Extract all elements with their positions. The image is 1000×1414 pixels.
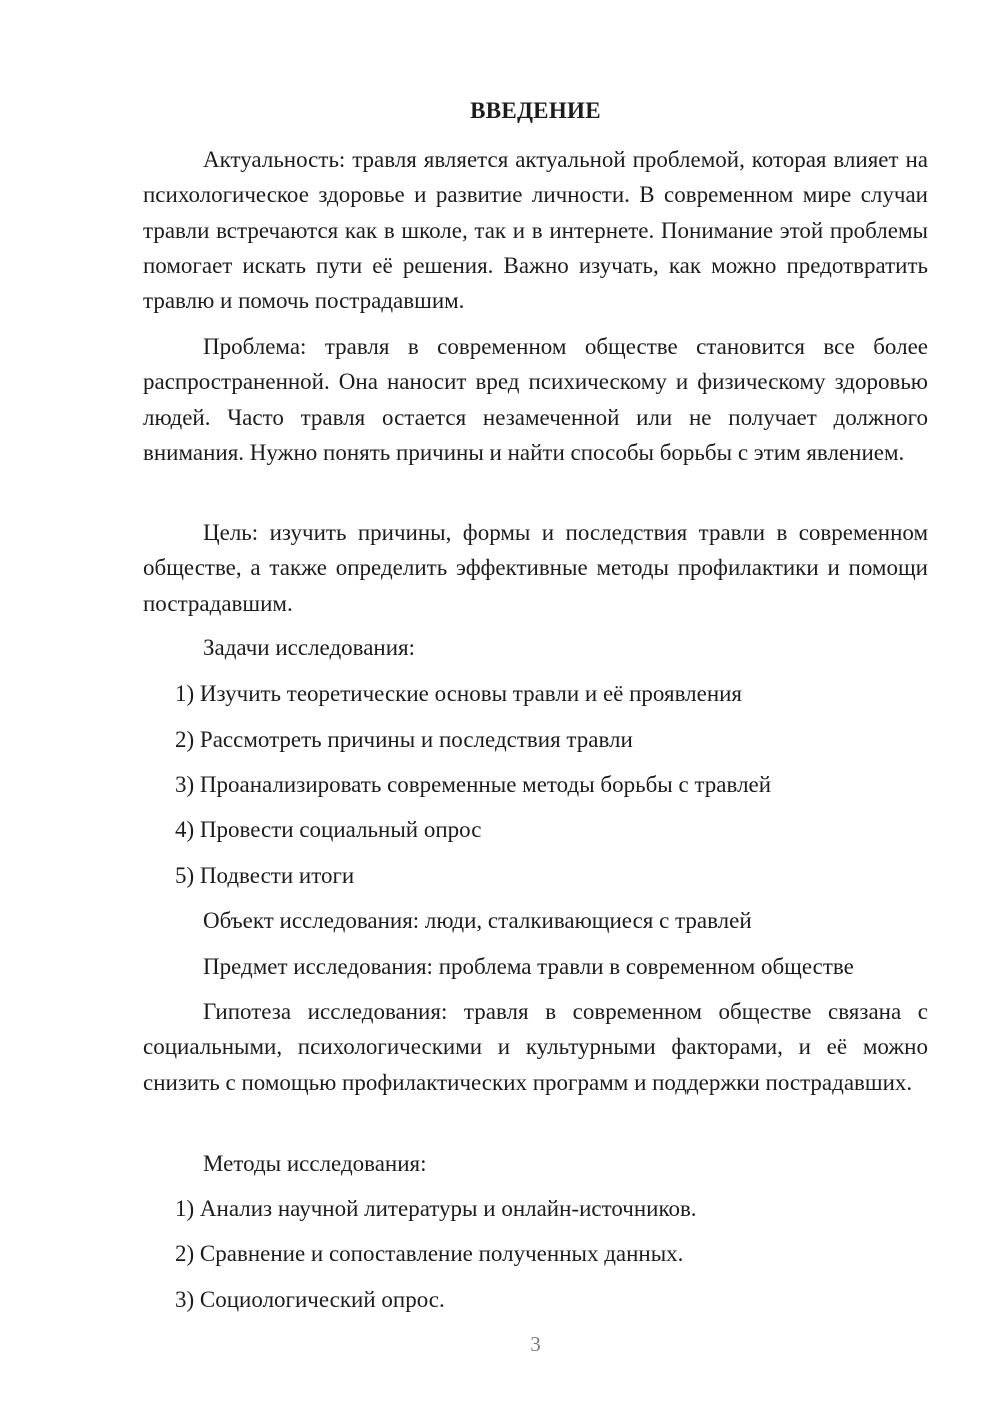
research-object: Объект исследования: люди, сталкивающиеся с травлей	[203, 908, 752, 933]
method-item-1: 1) Анализ научной литературы и онлайн-источников.	[175, 1196, 697, 1221]
method-item-3: 3) Социологический опрос.	[175, 1287, 445, 1312]
methods-heading: Методы исследования:	[203, 1151, 427, 1176]
goal-paragraph: Цель: изучить причины, формы и последствия травли в современном обществе, а также определить эффективные методы профилактики и помощи пострадавшим.	[143, 520, 928, 616]
method-item-2: 2) Сравнение и сопоставление полученных данных.	[175, 1241, 684, 1266]
hypothesis-paragraph: Гипотеза исследования: травля в современном обществе связана с социальными, психологическими и культурными факторами, и её можно снизить с помощью профилактических программ и поддержки пострадавших.	[143, 999, 928, 1095]
relevance-paragraph: Актуальность: травля является актуальной проблемой, которая влияет на психологическое здоровье и развитие личности. В современном мире случаи травли встречаются как в школе, так и в интернете. Понимание этой проблемы помогает искать пути её решения. Важно изучать, как можно предотвратить травлю и помочь пострадавшим.	[143, 147, 928, 314]
problem-paragraph: Проблема: травля в современном обществе становится все более распространенной. Она наносит вред психическому и физическому здоровью людей. Часто травля остается незамеченной или не получает должного внимания. Нужно понять причины и найти способы борьбы с этим явлением.	[143, 334, 928, 465]
task-item-4: 4) Провести социальный опрос	[175, 817, 482, 842]
task-item-5: 5) Подвести итоги	[175, 863, 355, 888]
research-subject: Предмет исследования: проблема травли в современном обществе	[203, 954, 854, 979]
task-item-1: 1) Изучить теоретические основы травли и её проявления	[175, 681, 743, 706]
page-number: 3	[530, 1332, 541, 1356]
task-item-3: 3) Проанализировать современные методы борьбы с травлей	[175, 772, 772, 797]
task-item-2: 2) Рассмотреть причины и последствия травли	[175, 727, 633, 752]
page-title: ВВЕДЕНИЕ	[470, 98, 601, 123]
tasks-heading: Задачи исследования:	[203, 635, 416, 660]
